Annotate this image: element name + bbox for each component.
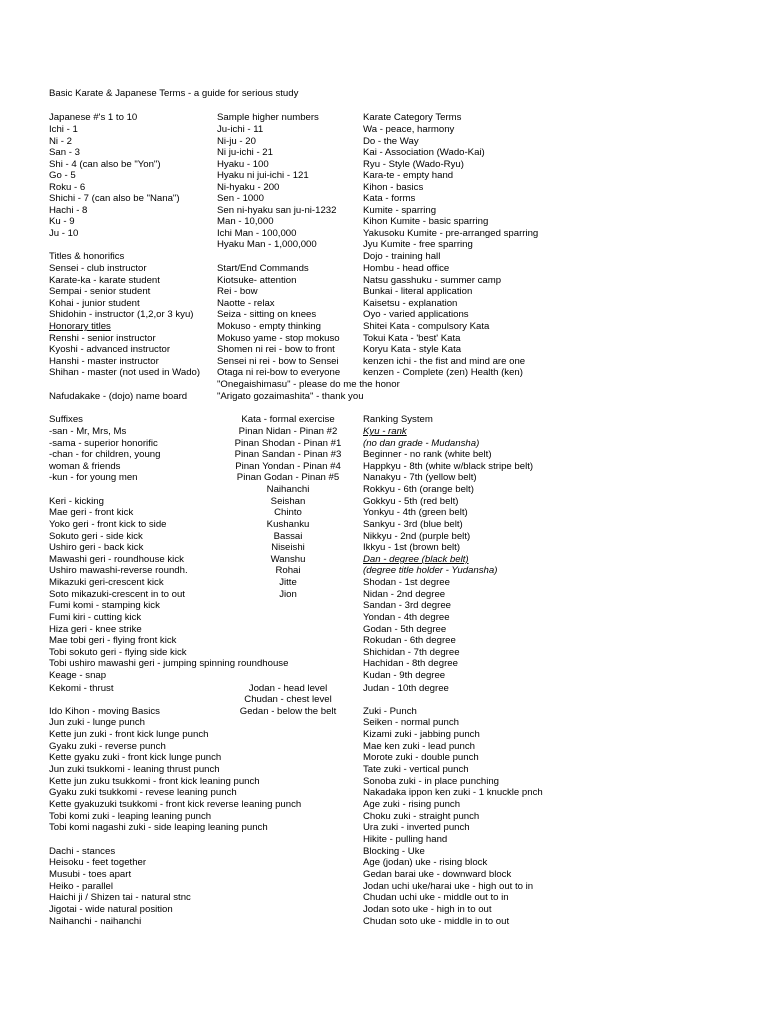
term-line: Mae ken zuki - lead punch [363, 741, 475, 752]
section-heading: Titles & honorifics [49, 251, 125, 262]
section-heading: Karate Category Terms [363, 112, 462, 123]
term-line: Wa - peace, harmony [363, 124, 455, 135]
term-line: Sonoba zuki - in place punching [363, 776, 500, 787]
term-line: Heisoku - feet together [49, 857, 147, 868]
term-line: Haichi ji / Shizen tai - natural stnc [49, 892, 191, 903]
term-line: Renshi - senior instructor [49, 333, 156, 344]
rank-line: Shichidan - 7th degree [363, 647, 460, 658]
term-line: Nakadaka ippon ken zuki - 1 knuckle pnch [363, 787, 543, 798]
term-line: Oyo - varied applications [363, 309, 469, 320]
document-title: Basic Karate & Japanese Terms - a guide for serious study [49, 88, 299, 99]
term-line: woman & friends [49, 461, 121, 472]
rank-line: Happkyu - 8th (white w/black stripe belt) [363, 461, 534, 472]
term-line: Morote zuki - double punch [363, 752, 479, 763]
section-heading: Kata - formal exercise [241, 414, 335, 425]
term-line: Otaga ni rei-bow to everyone [217, 367, 341, 378]
term-line: Nafudakake - (dojo) name board [49, 391, 188, 402]
rank-line: Sankyu - 3rd (blue belt) [363, 519, 463, 530]
term-line: Go - 5 [49, 170, 76, 181]
term-line: Ni ju-ichi - 21 [217, 147, 273, 158]
term-line: Tobi komi nagashi zuki - side leaping leaning punch [49, 822, 268, 833]
term-line: Shihan - master (not used in Wado) [49, 367, 201, 378]
term-line: Heiko - parallel [49, 881, 113, 892]
kata-item: Niseishi [271, 542, 305, 553]
term-line: Kiotsuke- attention [217, 275, 297, 286]
level-item: Chudan - chest level [244, 694, 332, 705]
kata-item: Jitte [279, 577, 297, 588]
term-line: Shitei Kata - compulsory Kata [363, 321, 490, 332]
level-item: Gedan - below the belt [239, 706, 337, 717]
term-line: Roku - 6 [49, 182, 86, 193]
term-line: Gyaku zuki - reverse punch [49, 741, 166, 752]
term-line: kenzen - Complete (zen) Health (ken) [363, 367, 523, 378]
term-line: Natsu gasshuku - summer camp [363, 275, 502, 286]
term-line: Ushiro mawashi-reverse roundh. [49, 565, 188, 576]
section-heading: Sample higher numbers [217, 112, 319, 123]
term-line: Man - 10,000 [217, 216, 274, 227]
term-line: Sempai - senior student [49, 286, 151, 297]
term-line: Jyu Kumite - free sparring [363, 239, 473, 250]
subheading-kyu: Kyu - rank [363, 426, 407, 437]
rank-line: Beginner - no rank (white belt) [363, 449, 492, 460]
term-line: Naihanchi - naihanchi [49, 916, 142, 927]
term-line: Rei - bow [217, 286, 258, 297]
rank-line: Ikkyu - 1st (brown belt) [363, 542, 461, 553]
term-line: kenzen ichi - the fist and mind are one [363, 356, 526, 367]
term-line: Sokuto geri - side kick [49, 531, 143, 542]
term-line: Kizami zuki - jabbing punch [363, 729, 480, 740]
rank-line: Nikkyu - 2nd (purple belt) [363, 531, 471, 542]
term-line: Jodan soto uke - high in to out [363, 904, 492, 915]
term-line: Ku - 9 [49, 216, 75, 227]
kata-item: Bassai [273, 531, 303, 542]
term-line: Ryu - Style (Wado-Ryu) [363, 159, 464, 170]
term-line: Ni-hyaku - 200 [217, 182, 280, 193]
term-line: Ni-ju - 20 [217, 136, 256, 147]
term-line: -san - Mr, Mrs, Ms [49, 426, 127, 437]
rank-line: Kudan - 9th degree [363, 670, 446, 681]
term-line: Shidohin - instructor (1,2,or 3 kyu) [49, 309, 194, 320]
term-line: Mikazuki geri-crescent kick [49, 577, 164, 588]
term-line: Koryu Kata - style Kata [363, 344, 462, 355]
term-line: Kata - forms [363, 193, 416, 204]
term-line: Naotte - relax [217, 298, 275, 309]
kata-item: Pinan Godan - Pinan #5 [236, 472, 340, 483]
section-heading: Ido Kihon - moving Basics [49, 706, 160, 717]
rank-line: Nanakyu - 7th (yellow belt) [363, 472, 477, 483]
term-line: Jodan uchi uke/harai uke - high out to in [363, 881, 534, 892]
term-line: Ura zuki - inverted punch [363, 822, 470, 833]
rank-line: Hachidan - 8th degree [363, 658, 458, 669]
term-line: Shomen ni rei - bow to front [217, 344, 335, 355]
kata-item: Pinan Yondan - Pinan #4 [235, 461, 341, 472]
note-italic: (degree title holder - Yudansha) [363, 565, 498, 576]
term-line: Kette jun zuku tsukkomi - front kick leaning punch [49, 776, 260, 787]
section-heading: Ranking System [363, 414, 433, 425]
term-line: Hombu - head office [363, 263, 450, 274]
term-line: Shichi - 7 (can also be "Nana") [49, 193, 180, 204]
kata-item: Jion [279, 589, 297, 600]
term-line: Seiken - normal punch [363, 717, 459, 728]
term-line: Jigotai - wide natural position [49, 904, 173, 915]
rank-line: Rokudan - 6th degree [363, 635, 456, 646]
rank-line: Gokkyu - 5th (red belt) [363, 496, 459, 507]
term-line: Kekomi - thrust [49, 683, 114, 694]
term-line: Gyaku zuki tsukkomi - revese leaning punch [49, 787, 237, 798]
rank-line: Sandan - 3rd degree [363, 600, 452, 611]
rank-line: Rokkyu - 6th (orange belt) [363, 484, 474, 495]
kata-item: Pinan Shodan - Pinan #1 [234, 438, 342, 449]
term-line: Age (jodan) uke - rising block [363, 857, 488, 868]
term-line: Age zuki - rising punch [363, 799, 461, 810]
rank-line: Nidan - 2nd degree [363, 589, 446, 600]
kata-item: Pinan Sandan - Pinan #3 [234, 449, 342, 460]
term-line: Musubi - toes apart [49, 869, 132, 880]
rank-line: Judan - 10th degree [363, 683, 449, 694]
term-line: Jun zuki - lunge punch [49, 717, 145, 728]
term-line: Dojo - training hall [363, 251, 441, 262]
term-line: Ichi - 1 [49, 124, 78, 135]
term-line: Chudan soto uke - middle in to out [363, 916, 510, 927]
term-line: Hanshi - master instructor [49, 356, 159, 367]
term-line: Karate-ka - karate student [49, 275, 160, 286]
note-italic: (no dan grade - Mudansha) [363, 438, 480, 449]
term-line: Seiza - sitting on knees [217, 309, 317, 320]
term-line: Hachi - 8 [49, 205, 88, 216]
term-line: Jun zuki tsukkomi - leaning thrust punch [49, 764, 220, 775]
section-heading: Japanese #'s 1 to 10 [49, 112, 138, 123]
term-line: Tate zuki - vertical punch [363, 764, 469, 775]
term-line: Ju - 10 [49, 228, 79, 239]
section-heading: Suffixes [49, 414, 83, 425]
term-line: "Arigato gozaimashita" - thank you [217, 391, 364, 402]
term-line: Tobi ushiro mawashi geri - jumping spinning roundhouse [49, 658, 289, 669]
section-heading: Keri - kicking [49, 496, 104, 507]
term-line: Tobi komi zuki - leaping leaning punch [49, 811, 212, 822]
subheading-dan: Dan - degree (black belt) [363, 554, 469, 565]
term-line: Ushiro geri - back kick [49, 542, 144, 553]
term-line: Mae tobi geri - flying front kick [49, 635, 177, 646]
term-line: Sen ni-hyaku san ju-ni-1232 [217, 205, 337, 216]
level-item: Jodan - head level [248, 683, 328, 694]
kata-item: Wanshu [270, 554, 306, 565]
kata-item: Kushanku [266, 519, 310, 530]
term-line: -chan - for children, young [49, 449, 161, 460]
term-line: Fumi kiri - cutting kick [49, 612, 142, 623]
term-line: Mae geri - front kick [49, 507, 134, 518]
term-line: Kette gyakuzuki tsukkomi - front kick reverse leaning punch [49, 799, 302, 810]
term-line: Hikite - pulling hand [363, 834, 448, 845]
rank-line: Yondan - 4th degree [363, 612, 450, 623]
term-line: Tokui Kata - 'best' Kata [363, 333, 461, 344]
term-line: -kun - for young men [49, 472, 138, 483]
rank-line: Shodan - 1st degree [363, 577, 450, 588]
term-line: Sensei - club instructor [49, 263, 147, 274]
section-heading: Zuki - Punch [363, 706, 417, 717]
term-line: Ni - 2 [49, 136, 72, 147]
term-line: Keage - snap [49, 670, 107, 681]
kata-item: Naihanchi [266, 484, 310, 495]
kata-item: Pinan Nidan - Pinan #2 [238, 426, 338, 437]
term-line: Kette jun zuki - front kick lunge punch [49, 729, 209, 740]
term-line: Kihon - basics [363, 182, 424, 193]
term-line: San - 3 [49, 147, 80, 158]
term-line: Choku zuki - straight punch [363, 811, 480, 822]
term-line: Yoko geri - front kick to side [49, 519, 167, 530]
term-line: Mokuso yame - stop mokuso [217, 333, 340, 344]
term-line: "Onegaishimasu" - please do me the honor [217, 379, 400, 390]
term-line: Kohai - junior student [49, 298, 140, 309]
section-heading: Dachi - stances [49, 846, 116, 857]
subheading-underlined: Honorary titles [49, 321, 111, 332]
term-line: Soto mikazuki-crescent in to out [49, 589, 185, 600]
term-line: Yakusoku Kumite - pre-arranged sparring [363, 228, 539, 239]
term-line: Sen - 1000 [217, 193, 264, 204]
term-line: Mawashi geri - roundhouse kick [49, 554, 184, 565]
term-line: Kette gyaku zuki - front kick lunge punch [49, 752, 222, 763]
term-line: Kai - Association (Wado-Kai) [363, 147, 485, 158]
rank-line: Yonkyu - 4th (green belt) [363, 507, 468, 518]
term-line: Kaisetsu - explanation [363, 298, 458, 309]
term-line: Hiza geri - knee strike [49, 624, 142, 635]
term-line: Hyaku - 100 [217, 159, 269, 170]
kata-item: Rohai [275, 565, 301, 576]
kata-item: Seishan [270, 496, 306, 507]
term-line: Kyoshi - advanced instructor [49, 344, 171, 355]
term-line: Fumi komi - stamping kick [49, 600, 160, 611]
term-line: Ichi Man - 100,000 [217, 228, 297, 239]
kata-item: Chinto [274, 507, 302, 518]
term-line: Gedan barai uke - downward block [363, 869, 512, 880]
term-line: Do - the Way [363, 136, 419, 147]
term-line: Hyaku ni jui-ichi - 121 [217, 170, 309, 181]
section-heading: Start/End Commands [217, 263, 309, 274]
term-line: Sensei ni rei - bow to Sensei [217, 356, 339, 367]
term-line: Kihon Kumite - basic sparring [363, 216, 489, 227]
rank-line: Godan - 5th degree [363, 624, 447, 635]
term-line: Tobi sokuto geri - flying side kick [49, 647, 187, 658]
term-line: Hyaku Man - 1,000,000 [217, 239, 317, 250]
term-line: Shi - 4 (can also be "Yon") [49, 159, 161, 170]
term-line: Kumite - sparring [363, 205, 437, 216]
term-line: Chudan uchi uke - middle out to in [363, 892, 509, 903]
term-line: Kara-te - empty hand [363, 170, 454, 181]
term-line: -sama - superior honorific [49, 438, 158, 449]
term-line: Ju-ichi - 11 [217, 124, 264, 135]
section-heading: Blocking - Uke [363, 846, 425, 857]
term-line: Mokuso - empty thinking [217, 321, 321, 332]
term-line: Bunkai - literal application [363, 286, 473, 297]
